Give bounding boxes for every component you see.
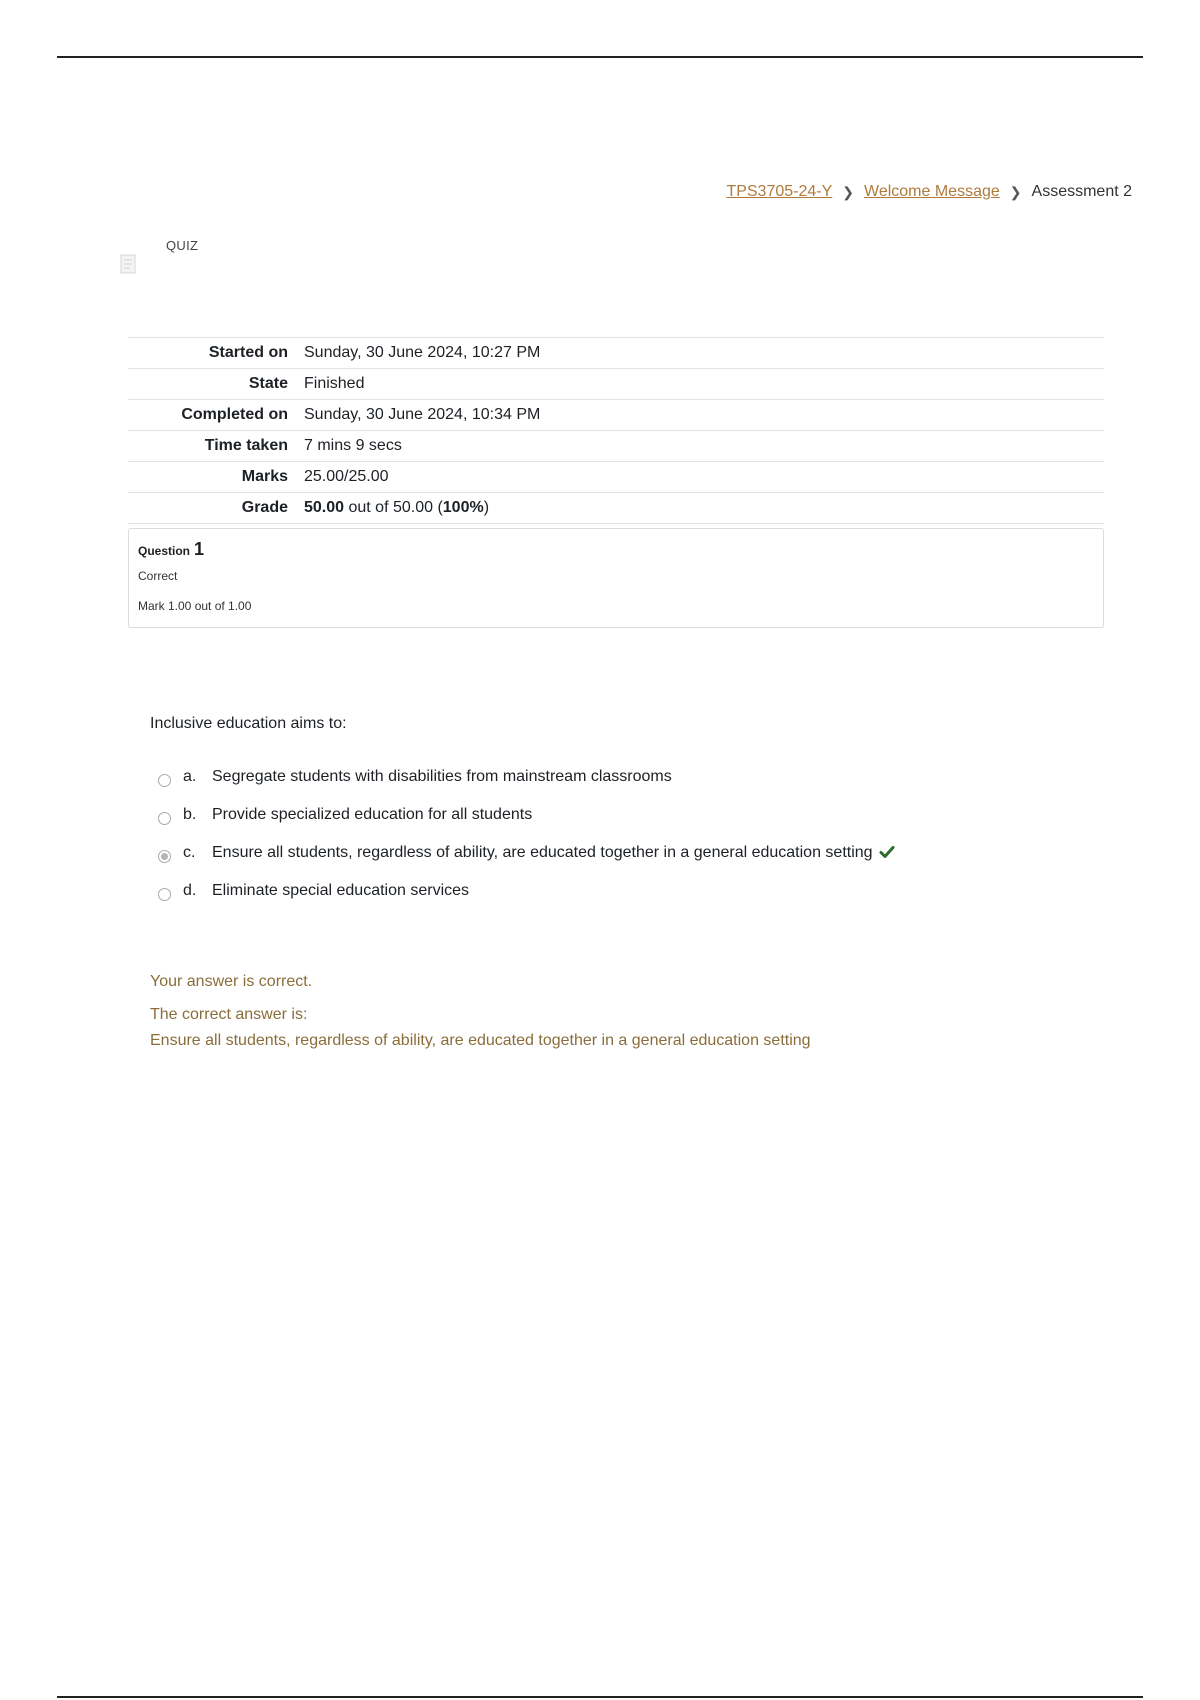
summary-row-started	[128, 338, 1104, 369]
question-info-box	[128, 528, 1104, 628]
general-feedback: Your answer is correct.	[150, 973, 313, 990]
grade-value	[304, 493, 1104, 524]
answer-option-d	[158, 882, 895, 920]
started-value: Sunday, 30 June 2024, 10:27 PM	[304, 344, 541, 361]
bottom-divider	[57, 1696, 1143, 1698]
breadcrumb-current: Assessment 2	[1031, 183, 1132, 200]
breadcrumb	[726, 183, 1132, 201]
question-grade: Mark 1.00 out of 1.00	[138, 599, 252, 613]
grade-label: Grade	[241, 499, 288, 516]
summary-row-completed	[128, 400, 1104, 431]
check-icon	[879, 844, 895, 860]
answer-option-a	[158, 768, 895, 806]
answer-letter: d.	[183, 882, 197, 899]
state-label: State	[248, 375, 288, 392]
answer-list	[158, 768, 895, 920]
question-number	[138, 539, 204, 560]
answer-radio-d[interactable]	[158, 888, 171, 901]
marks-label: Marks	[241, 468, 288, 485]
answer-radio-b[interactable]	[158, 812, 171, 825]
attempt-summary-table	[128, 337, 1104, 524]
quiz-icon	[120, 254, 138, 276]
answer-text: Ensure all students, regardless of ability, are educated together in a general education setting	[212, 844, 873, 861]
breadcrumb-course-link[interactable]: TPS3705-24-Y	[726, 183, 833, 200]
answer-text: Eliminate special education services	[212, 882, 470, 899]
grade-out-of: out of 50.00 (	[344, 499, 443, 516]
grade-close: )	[483, 499, 490, 516]
question-label: Question	[138, 544, 191, 558]
question-number-value: 1	[194, 539, 205, 559]
answer-text: Provide specialized education for all students	[212, 806, 533, 823]
time-value: 7 mins 9 secs	[304, 437, 402, 454]
state-value: Finished	[304, 375, 365, 392]
summary-row-state	[128, 369, 1104, 400]
answer-letter: c.	[183, 844, 196, 861]
top-divider	[57, 56, 1143, 58]
right-answer-text: Ensure all students, regardless of ability, are educated together in a general education setting	[150, 1032, 811, 1049]
chevron-right-icon: ❯	[1009, 183, 1022, 200]
quiz-type-label: QUIZ	[166, 238, 199, 253]
started-label: Started on	[208, 344, 288, 361]
breadcrumb-welcome-link[interactable]: Welcome Message	[864, 183, 1000, 200]
summary-row-marks	[128, 462, 1104, 493]
answer-letter: b.	[183, 806, 197, 823]
question-text: Inclusive education aims to:	[150, 715, 347, 732]
completed-label: Completed on	[181, 406, 288, 423]
chevron-right-icon: ❯	[842, 183, 855, 200]
time-label: Time taken	[204, 437, 288, 454]
right-answer-label: The correct answer is:	[150, 1006, 308, 1023]
marks-value: 25.00/25.00	[304, 468, 389, 485]
answer-letter: a.	[183, 768, 197, 785]
summary-row-time	[128, 431, 1104, 462]
answer-radio-a[interactable]	[158, 774, 171, 787]
answer-radio-c[interactable]	[158, 850, 171, 863]
grade-percent: 100%	[442, 499, 484, 516]
question-state: Correct	[138, 569, 178, 583]
answer-option-c	[158, 844, 895, 882]
summary-row-grade	[128, 493, 1104, 524]
completed-value: Sunday, 30 June 2024, 10:34 PM	[304, 406, 541, 423]
answer-text: Segregate students with disabilities from mainstream classrooms	[212, 768, 672, 785]
grade-score: 50.00	[304, 499, 345, 516]
answer-option-b	[158, 806, 895, 844]
